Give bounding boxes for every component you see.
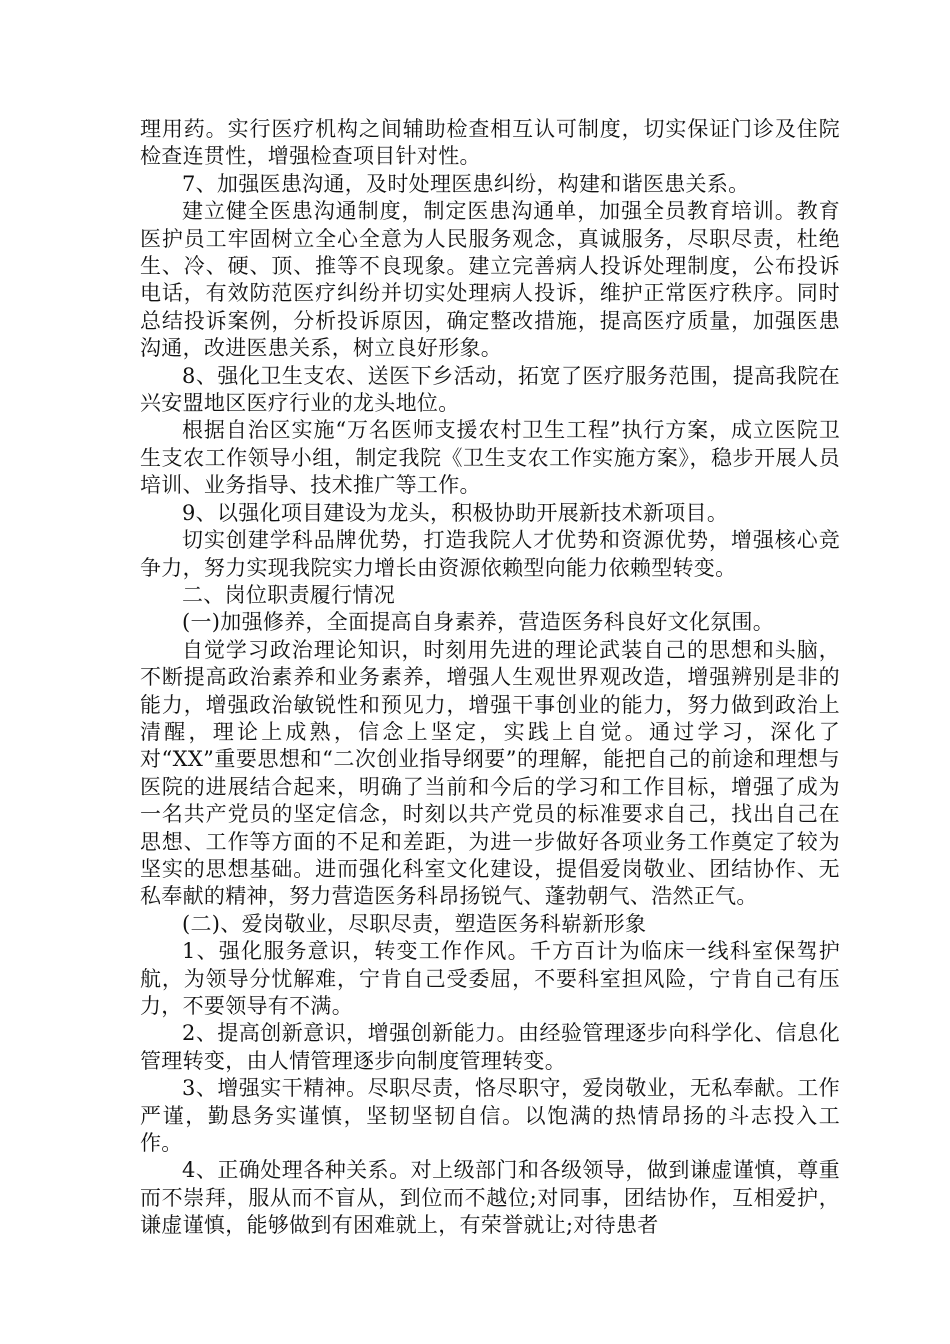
subsection-heading-2: (二)、爱岗敬业，尽职尽责，塑造医务科崭新形象	[182, 911, 647, 936]
list-item: 2、提高创新意识，增强创新能力。由经验管理逐步向科学化、信息化管理转变，由人情管理逐步向制度管理转变。	[140, 1021, 840, 1073]
paragraph: 切实创建学科品牌优势，打造我院人才优势和资源优势，增强核心竞争力，努力实现我院实力增长由资源依赖型向能力依赖型转变。	[140, 528, 840, 580]
chapter-heading: 二、岗位职责履行情况	[182, 582, 395, 607]
document-body	[140, 116, 840, 1240]
paragraph: 建立健全医患沟通制度，制定医患沟通单，加强全员教育培训。教育医护员工牢固树立全心全意为人民服务观念，真诚服务，尽职尽责，杜绝生、冷、硬、顶、推等不良现象。建立完善病人投诉处理制度，公布投诉电话，有效防范医疗纠纷并切实处理病人投诉，维护正常医疗秩序。同时总结投诉案例，分析投诉原因，确定整改措施，提高医疗质量，加强医患沟通，改进医患关系，树立良好形象。	[140, 199, 840, 361]
list-item: 4、正确处理各种关系。对上级部门和各级领导，做到谦虚谨慎，尊重而不崇拜，服从而不盲从，到位而不越位;对同事，团结协作，互相爱护，谦虚谨慎，能够做到有困难就上，有荣誉就让;对待患者	[140, 1158, 840, 1238]
section-heading-8: 8、强化卫生支农、送医下乡活动，拓宽了医疗服务范围，提高我院在兴安盟地区医疗行业的龙头地位。	[140, 363, 840, 416]
paragraph: 根据自治区实施“万名医师支援农村卫生工程”执行方案，成立医院卫生支农工作领导小组，制定我院《卫生支农工作实施方案》，稳步开展人员培训、业务指导、技术推广等工作。	[140, 418, 840, 498]
subsection-heading-1: (一)加强修养，全面提高自身素养，营造医务科良好文化氛围。	[182, 610, 775, 635]
paragraph: 自觉学习政治理论知识，时刻用先进的理论武装自己的思想和头脑，不断提高政治素养和业务素养，增强人生观世界观改造，增强辨别是非的能力，增强政治敏锐性和预见力，增强干事创业的能力，努力做到政治上清醒，理论上成熟，信念上坚定，实践上自觉。通过学习，深化了对“XX”重要思想和“二次创业指导纲要”的理解，能把自己的前途和理想与医院的进展结合起来，明确了当前和今后的学习和工作目标，增强了成为一名共产党员的坚定信念，时刻以共产党员的标准要求自己，找出自己在思想、工作等方面的不足和差距，为进一步做好各项业务工作奠定了较为坚实的思想基础。进而强化科室文化建设，提倡爱岗敬业、团结协作、无私奉献的精神，努力营造医务科昂扬锐气、蓬勃朝气、浩然正气。	[140, 637, 840, 909]
list-item: 1、强化服务意识，转变工作作风。千方百计为临床一线科室保驾护航，为领导分忧解难，宁肯自己受委屈，不要科室担风险，宁肯自己有压力，不要领导有不满。	[140, 939, 840, 1018]
list-item: 3、增强实干精神。尽职尽责，恪尽职守，爱岗敬业，无私奉献。工作严谨，勤恳务实谨慎，坚韧坚韧自信。以饱满的热情昂扬的斗志投入工作。	[140, 1076, 840, 1156]
section-heading-7: 7、加强医患沟通，及时处理医患纠纷，构建和谐医患关系。	[182, 171, 750, 196]
section-heading-9: 9、以强化项目建设为龙头，积极协助开展新技术新项目。	[182, 500, 729, 525]
paragraph: 理用药。实行医疗机构之间辅助检查相互认可制度，切实保证门诊及住院检查连贯性，增强检查项目针对性。	[140, 117, 840, 169]
